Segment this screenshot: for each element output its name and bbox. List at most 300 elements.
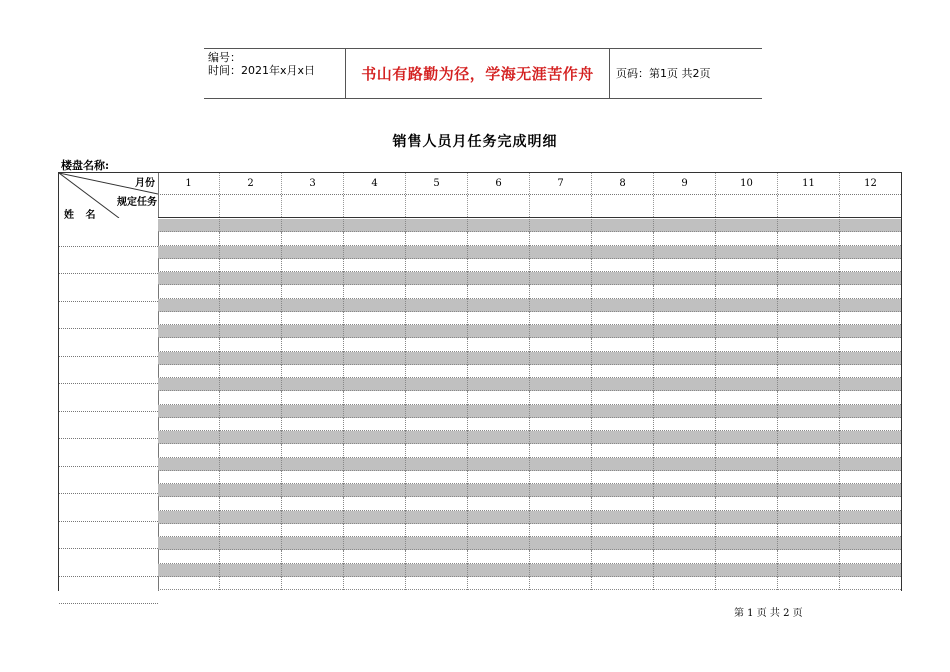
table-cell[interactable] <box>343 272 405 285</box>
name-cell[interactable] <box>59 577 158 605</box>
table-cell[interactable] <box>777 444 839 457</box>
name-cell[interactable] <box>59 384 158 412</box>
table-cell[interactable] <box>653 524 715 537</box>
table-cell[interactable] <box>467 338 529 351</box>
table-cell[interactable] <box>219 577 281 590</box>
table-cell[interactable] <box>281 550 343 563</box>
name-cell[interactable] <box>59 329 158 357</box>
table-cell[interactable] <box>158 285 219 298</box>
table-cell[interactable] <box>591 246 653 259</box>
table-cell[interactable] <box>715 418 777 431</box>
name-cell[interactable] <box>59 549 158 577</box>
table-cell[interactable] <box>715 537 777 550</box>
table-cell[interactable] <box>715 405 777 418</box>
table-cell[interactable] <box>839 458 901 471</box>
table-cell[interactable] <box>591 272 653 285</box>
table-cell[interactable] <box>158 577 219 590</box>
table-cell[interactable] <box>405 246 467 259</box>
table-cell[interactable] <box>715 219 777 232</box>
table-cell[interactable] <box>405 391 467 404</box>
table-cell[interactable] <box>467 524 529 537</box>
table-cell[interactable] <box>529 497 591 510</box>
table-cell[interactable] <box>529 577 591 590</box>
table-cell[interactable] <box>653 365 715 378</box>
table-cell[interactable] <box>529 219 591 232</box>
table-cell[interactable] <box>715 391 777 404</box>
table-cell[interactable] <box>653 391 715 404</box>
task-quota-cell[interactable] <box>467 195 529 217</box>
table-cell[interactable] <box>529 418 591 431</box>
table-cell[interactable] <box>405 550 467 563</box>
table-cell[interactable] <box>777 391 839 404</box>
table-cell[interactable] <box>158 418 219 431</box>
table-cell[interactable] <box>405 431 467 444</box>
table-cell[interactable] <box>839 378 901 391</box>
table-cell[interactable] <box>467 550 529 563</box>
table-cell[interactable] <box>158 405 219 418</box>
table-cell[interactable] <box>343 497 405 510</box>
name-cell[interactable] <box>59 274 158 302</box>
table-cell[interactable] <box>777 511 839 524</box>
table-cell[interactable] <box>839 524 901 537</box>
table-cell[interactable] <box>715 338 777 351</box>
table-cell[interactable] <box>715 352 777 365</box>
table-cell[interactable] <box>467 511 529 524</box>
table-cell[interactable] <box>839 259 901 272</box>
table-cell[interactable] <box>839 471 901 484</box>
table-cell[interactable] <box>158 524 219 537</box>
table-cell[interactable] <box>219 378 281 391</box>
table-cell[interactable] <box>281 312 343 325</box>
table-cell[interactable] <box>591 431 653 444</box>
table-cell[interactable] <box>529 312 591 325</box>
table-cell[interactable] <box>529 458 591 471</box>
table-cell[interactable] <box>281 378 343 391</box>
table-cell[interactable] <box>653 537 715 550</box>
table-cell[interactable] <box>839 325 901 338</box>
table-cell[interactable] <box>467 431 529 444</box>
table-cell[interactable] <box>777 405 839 418</box>
table-cell[interactable] <box>343 550 405 563</box>
table-cell[interactable] <box>281 511 343 524</box>
table-cell[interactable] <box>591 325 653 338</box>
name-cell[interactable] <box>59 494 158 522</box>
table-cell[interactable] <box>467 312 529 325</box>
table-cell[interactable] <box>405 577 467 590</box>
table-cell[interactable] <box>653 325 715 338</box>
table-cell[interactable] <box>529 484 591 497</box>
table-cell[interactable] <box>467 246 529 259</box>
table-cell[interactable] <box>467 458 529 471</box>
table-cell[interactable] <box>219 550 281 563</box>
table-cell[interactable] <box>158 471 219 484</box>
table-cell[interactable] <box>467 378 529 391</box>
table-cell[interactable] <box>467 325 529 338</box>
table-cell[interactable] <box>529 378 591 391</box>
table-cell[interactable] <box>591 285 653 298</box>
table-cell[interactable] <box>343 246 405 259</box>
table-cell[interactable] <box>777 577 839 590</box>
table-cell[interactable] <box>653 352 715 365</box>
table-cell[interactable] <box>715 232 777 245</box>
table-cell[interactable] <box>839 405 901 418</box>
table-cell[interactable] <box>281 272 343 285</box>
table-cell[interactable] <box>158 511 219 524</box>
table-cell[interactable] <box>343 391 405 404</box>
table-cell[interactable] <box>591 550 653 563</box>
table-cell[interactable] <box>653 484 715 497</box>
table-cell[interactable] <box>219 299 281 312</box>
table-cell[interactable] <box>405 564 467 577</box>
table-cell[interactable] <box>281 391 343 404</box>
name-cell[interactable] <box>59 522 158 550</box>
table-cell[interactable] <box>839 511 901 524</box>
table-cell[interactable] <box>653 497 715 510</box>
table-cell[interactable] <box>653 431 715 444</box>
table-cell[interactable] <box>777 524 839 537</box>
table-cell[interactable] <box>591 497 653 510</box>
table-cell[interactable] <box>529 431 591 444</box>
table-cell[interactable] <box>467 471 529 484</box>
table-cell[interactable] <box>839 484 901 497</box>
table-cell[interactable] <box>158 484 219 497</box>
table-cell[interactable] <box>839 444 901 457</box>
table-cell[interactable] <box>839 418 901 431</box>
table-cell[interactable] <box>529 391 591 404</box>
table-cell[interactable] <box>653 550 715 563</box>
table-cell[interactable] <box>529 272 591 285</box>
table-cell[interactable] <box>405 232 467 245</box>
table-cell[interactable] <box>715 325 777 338</box>
table-cell[interactable] <box>158 564 219 577</box>
table-cell[interactable] <box>467 391 529 404</box>
table-cell[interactable] <box>467 259 529 272</box>
table-cell[interactable] <box>839 564 901 577</box>
table-cell[interactable] <box>653 299 715 312</box>
table-cell[interactable] <box>529 550 591 563</box>
table-cell[interactable] <box>839 312 901 325</box>
table-cell[interactable] <box>715 431 777 444</box>
table-cell[interactable] <box>715 378 777 391</box>
table-cell[interactable] <box>405 299 467 312</box>
table-cell[interactable] <box>158 550 219 563</box>
table-cell[interactable] <box>405 352 467 365</box>
table-cell[interactable] <box>219 564 281 577</box>
table-cell[interactable] <box>529 338 591 351</box>
table-cell[interactable] <box>591 338 653 351</box>
table-cell[interactable] <box>591 444 653 457</box>
table-cell[interactable] <box>219 391 281 404</box>
table-cell[interactable] <box>653 511 715 524</box>
table-cell[interactable] <box>219 458 281 471</box>
table-cell[interactable] <box>467 564 529 577</box>
table-cell[interactable] <box>219 285 281 298</box>
table-cell[interactable] <box>653 232 715 245</box>
table-cell[interactable] <box>591 458 653 471</box>
task-quota-cell[interactable] <box>591 195 653 217</box>
table-cell[interactable] <box>777 338 839 351</box>
table-cell[interactable] <box>653 444 715 457</box>
table-cell[interactable] <box>653 259 715 272</box>
table-cell[interactable] <box>158 378 219 391</box>
table-cell[interactable] <box>777 246 839 259</box>
table-cell[interactable] <box>219 431 281 444</box>
table-cell[interactable] <box>405 285 467 298</box>
table-cell[interactable] <box>467 418 529 431</box>
table-cell[interactable] <box>405 259 467 272</box>
table-cell[interactable] <box>281 471 343 484</box>
table-cell[interactable] <box>715 365 777 378</box>
name-cell[interactable] <box>59 219 158 247</box>
table-cell[interactable] <box>158 352 219 365</box>
table-cell[interactable] <box>777 285 839 298</box>
table-cell[interactable] <box>343 352 405 365</box>
table-cell[interactable] <box>405 325 467 338</box>
table-cell[interactable] <box>529 511 591 524</box>
table-cell[interactable] <box>715 312 777 325</box>
table-cell[interactable] <box>715 299 777 312</box>
table-cell[interactable] <box>158 219 219 232</box>
table-cell[interactable] <box>219 511 281 524</box>
table-cell[interactable] <box>715 484 777 497</box>
table-cell[interactable] <box>653 564 715 577</box>
table-cell[interactable] <box>715 259 777 272</box>
table-cell[interactable] <box>343 325 405 338</box>
table-cell[interactable] <box>343 219 405 232</box>
table-cell[interactable] <box>281 338 343 351</box>
table-cell[interactable] <box>343 577 405 590</box>
table-cell[interactable] <box>839 299 901 312</box>
table-cell[interactable] <box>777 352 839 365</box>
table-cell[interactable] <box>158 365 219 378</box>
table-cell[interactable] <box>281 352 343 365</box>
table-cell[interactable] <box>158 246 219 259</box>
table-cell[interactable] <box>715 511 777 524</box>
table-cell[interactable] <box>158 458 219 471</box>
table-cell[interactable] <box>405 219 467 232</box>
table-cell[interactable] <box>529 537 591 550</box>
table-cell[interactable] <box>219 272 281 285</box>
table-cell[interactable] <box>219 365 281 378</box>
table-cell[interactable] <box>715 564 777 577</box>
task-quota-cell[interactable] <box>158 195 219 217</box>
table-cell[interactable] <box>281 444 343 457</box>
table-cell[interactable] <box>405 312 467 325</box>
table-cell[interactable] <box>281 246 343 259</box>
task-quota-cell[interactable] <box>839 195 901 217</box>
name-cell[interactable] <box>59 412 158 440</box>
table-cell[interactable] <box>777 272 839 285</box>
table-cell[interactable] <box>839 431 901 444</box>
table-cell[interactable] <box>653 285 715 298</box>
table-cell[interactable] <box>839 285 901 298</box>
table-cell[interactable] <box>281 524 343 537</box>
table-cell[interactable] <box>777 431 839 444</box>
table-cell[interactable] <box>405 338 467 351</box>
table-cell[interactable] <box>529 352 591 365</box>
table-cell[interactable] <box>839 577 901 590</box>
table-cell[interactable] <box>158 299 219 312</box>
table-cell[interactable] <box>529 246 591 259</box>
table-cell[interactable] <box>405 418 467 431</box>
table-cell[interactable] <box>405 511 467 524</box>
table-cell[interactable] <box>158 338 219 351</box>
table-cell[interactable] <box>158 312 219 325</box>
table-cell[interactable] <box>281 365 343 378</box>
table-cell[interactable] <box>653 458 715 471</box>
table-cell[interactable] <box>158 444 219 457</box>
table-cell[interactable] <box>158 537 219 550</box>
table-cell[interactable] <box>281 418 343 431</box>
table-cell[interactable] <box>219 405 281 418</box>
table-cell[interactable] <box>715 246 777 259</box>
table-cell[interactable] <box>839 338 901 351</box>
table-cell[interactable] <box>777 299 839 312</box>
table-cell[interactable] <box>777 537 839 550</box>
table-cell[interactable] <box>529 259 591 272</box>
table-cell[interactable] <box>467 444 529 457</box>
task-quota-cell[interactable] <box>529 195 591 217</box>
table-cell[interactable] <box>715 458 777 471</box>
table-cell[interactable] <box>219 232 281 245</box>
table-cell[interactable] <box>777 259 839 272</box>
table-cell[interactable] <box>343 564 405 577</box>
table-cell[interactable] <box>529 471 591 484</box>
table-cell[interactable] <box>591 299 653 312</box>
table-cell[interactable] <box>343 458 405 471</box>
table-cell[interactable] <box>591 352 653 365</box>
table-cell[interactable] <box>405 497 467 510</box>
table-cell[interactable] <box>343 511 405 524</box>
table-cell[interactable] <box>715 272 777 285</box>
table-cell[interactable] <box>653 471 715 484</box>
table-cell[interactable] <box>219 259 281 272</box>
table-cell[interactable] <box>219 524 281 537</box>
task-quota-cell[interactable] <box>405 195 467 217</box>
table-cell[interactable] <box>591 564 653 577</box>
table-cell[interactable] <box>653 312 715 325</box>
task-quota-cell[interactable] <box>281 195 343 217</box>
table-cell[interactable] <box>653 219 715 232</box>
table-cell[interactable] <box>219 312 281 325</box>
table-cell[interactable] <box>405 378 467 391</box>
name-cell[interactable] <box>59 467 158 495</box>
table-cell[interactable] <box>281 484 343 497</box>
name-cell[interactable] <box>59 247 158 275</box>
table-cell[interactable] <box>158 497 219 510</box>
table-cell[interactable] <box>219 219 281 232</box>
table-cell[interactable] <box>343 232 405 245</box>
table-cell[interactable] <box>281 431 343 444</box>
table-cell[interactable] <box>715 444 777 457</box>
task-quota-cell[interactable] <box>219 195 281 217</box>
table-cell[interactable] <box>591 259 653 272</box>
table-cell[interactable] <box>777 312 839 325</box>
table-cell[interactable] <box>405 405 467 418</box>
table-cell[interactable] <box>839 365 901 378</box>
task-quota-cell[interactable] <box>715 195 777 217</box>
table-cell[interactable] <box>529 564 591 577</box>
table-cell[interactable] <box>591 577 653 590</box>
table-cell[interactable] <box>777 325 839 338</box>
table-cell[interactable] <box>653 246 715 259</box>
table-cell[interactable] <box>343 444 405 457</box>
table-cell[interactable] <box>343 524 405 537</box>
table-cell[interactable] <box>281 577 343 590</box>
table-cell[interactable] <box>405 444 467 457</box>
table-cell[interactable] <box>343 338 405 351</box>
table-cell[interactable] <box>591 312 653 325</box>
table-cell[interactable] <box>343 471 405 484</box>
table-cell[interactable] <box>591 484 653 497</box>
table-cell[interactable] <box>653 577 715 590</box>
table-cell[interactable] <box>777 378 839 391</box>
table-cell[interactable] <box>467 365 529 378</box>
table-cell[interactable] <box>653 378 715 391</box>
table-cell[interactable] <box>219 352 281 365</box>
table-cell[interactable] <box>281 219 343 232</box>
table-cell[interactable] <box>715 524 777 537</box>
table-cell[interactable] <box>777 550 839 563</box>
table-cell[interactable] <box>405 272 467 285</box>
table-cell[interactable] <box>591 219 653 232</box>
table-cell[interactable] <box>839 391 901 404</box>
table-cell[interactable] <box>281 325 343 338</box>
table-cell[interactable] <box>653 418 715 431</box>
table-cell[interactable] <box>777 484 839 497</box>
table-cell[interactable] <box>529 524 591 537</box>
table-cell[interactable] <box>281 497 343 510</box>
table-cell[interactable] <box>158 259 219 272</box>
table-cell[interactable] <box>281 299 343 312</box>
table-cell[interactable] <box>281 285 343 298</box>
table-cell[interactable] <box>777 564 839 577</box>
table-cell[interactable] <box>467 272 529 285</box>
table-cell[interactable] <box>467 232 529 245</box>
table-cell[interactable] <box>839 232 901 245</box>
table-cell[interactable] <box>591 378 653 391</box>
task-quota-cell[interactable] <box>343 195 405 217</box>
table-cell[interactable] <box>529 232 591 245</box>
table-cell[interactable] <box>591 365 653 378</box>
table-cell[interactable] <box>158 431 219 444</box>
table-cell[interactable] <box>343 418 405 431</box>
table-cell[interactable] <box>591 391 653 404</box>
table-cell[interactable] <box>405 537 467 550</box>
table-cell[interactable] <box>777 471 839 484</box>
table-cell[interactable] <box>467 285 529 298</box>
table-cell[interactable] <box>343 431 405 444</box>
name-cell[interactable] <box>59 357 158 385</box>
table-cell[interactable] <box>343 259 405 272</box>
table-cell[interactable] <box>343 537 405 550</box>
table-cell[interactable] <box>343 484 405 497</box>
table-cell[interactable] <box>591 524 653 537</box>
table-cell[interactable] <box>343 299 405 312</box>
table-cell[interactable] <box>591 405 653 418</box>
table-cell[interactable] <box>529 325 591 338</box>
table-cell[interactable] <box>529 285 591 298</box>
table-cell[interactable] <box>591 537 653 550</box>
table-cell[interactable] <box>591 232 653 245</box>
table-cell[interactable] <box>343 285 405 298</box>
table-cell[interactable] <box>405 365 467 378</box>
table-cell[interactable] <box>777 232 839 245</box>
table-cell[interactable] <box>219 537 281 550</box>
table-cell[interactable] <box>281 232 343 245</box>
table-cell[interactable] <box>219 338 281 351</box>
table-cell[interactable] <box>405 458 467 471</box>
